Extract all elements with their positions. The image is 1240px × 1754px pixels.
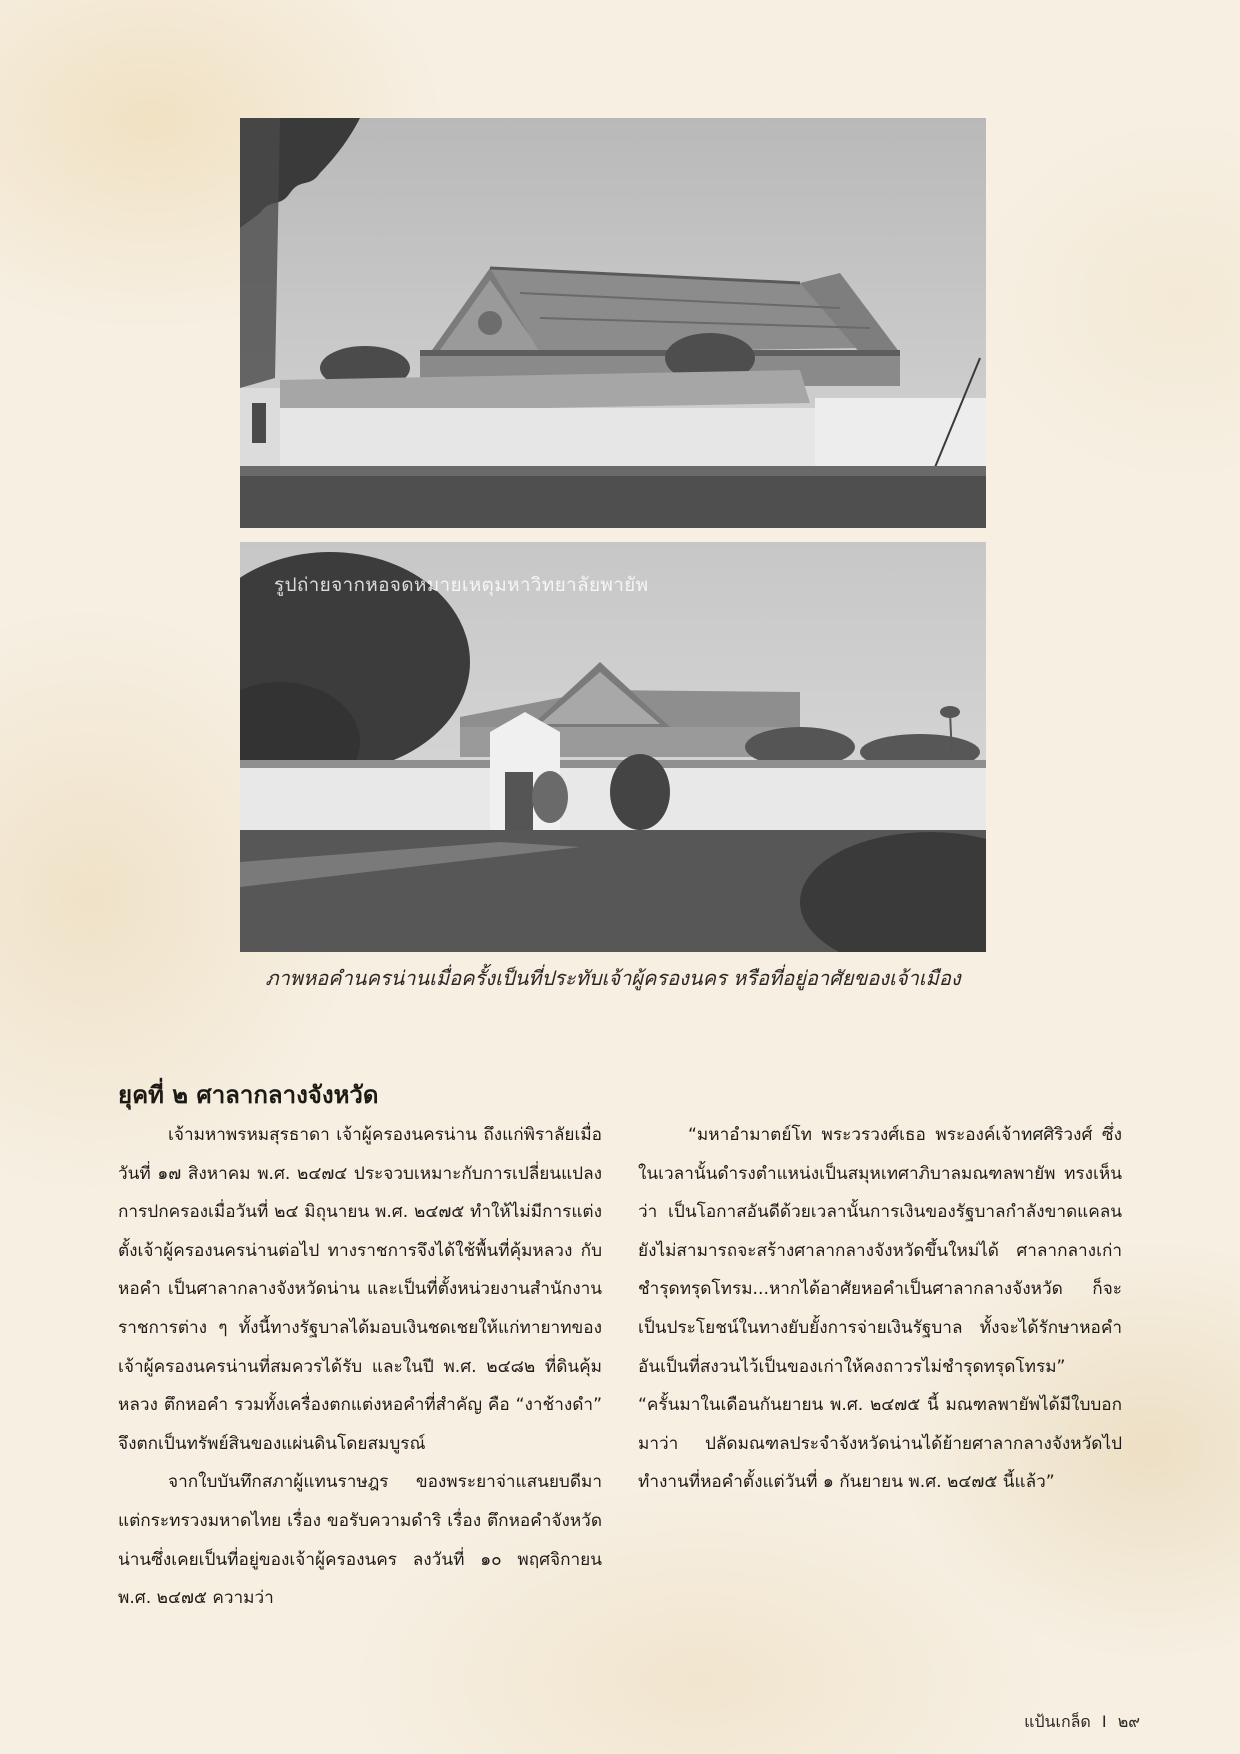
page-number: ๒๙ [1117,1712,1140,1731]
photo-bottom-drawing [240,542,986,952]
footer-separator: I [1101,1712,1107,1731]
photo-top-drawing [240,118,986,528]
section-heading: ยุคที่ ๒ ศาลากลางจังหวัด [118,1081,379,1109]
body-paragraph-1: เจ้ามหาพรหมสุรธาดา เจ้าผู้ครองนครน่าน ถึงแก่พิราลัยเมื่อวันที่ ๑๗ สิงหาคม พ.ศ. ๒๔๗๔ ประจวบเหมาะกับการเปลี่ยนแปลงการปกครองเมื่อวันที่ ๒๔ มิถุนายน พ.ศ. ๒๔๗๕ ทำให้ไม่มีการแต่งตั้งเจ้าผู้ครองนครน่านต่อไป ทางราชการจึงได้ใช้พื้นที่คุ้มหลวง กับหอคำ เป็นศาลากลางจังหวัดน่าน และเป็นที่ตั้งหน่วยงานสำนักงานราชการต่าง ๆ ทั้งนี้ทางรัฐบาลได้มอบเงินชดเชยให้แก่ทายาทของเจ้าผู้ครองนครน่านที่สมควรได้รับ และในปี พ.ศ. ๒๔๘๒ ที่ดินคุ้มหลวง ตึกหอคำ รวมทั้งเครื่องตกแต่งหอคำที่สำคัญ คือ “งาช้างดำ” จึงตกเป็นทรัพย์สินของแผ่นดินโดยสมบูรณ์ [118,1125,602,1454]
body-paragraph-2: จากใบบันทึกสภาผู้แทนราษฎร ของพระยาจ่าแสนยบดีมาแต่กระทรวงมหาดไทย เรื่อง ขอรับความดำริ เรื่อง ตึกหอคำจังหวัดน่านซึ่งเคยเป็นที่อยู่ของเจ้าผู้ครองนคร ลงวันที่ ๑๐ พฤศจิกายน พ.ศ. ๒๔๗๕ ความว่า [118,1472,602,1609]
historic-photo-bottom [240,542,986,952]
page-footer [1024,1710,1140,1735]
right-text-column [638,1116,1122,1502]
left-text-column [118,1116,602,1618]
historic-photo-top [240,118,986,528]
photo-caption: ภาพหอคำนครน่านเมื่อครั้งเป็นที่ประทับเจ้าผู้ครองนคร หรือที่อยู่อาศัยของเจ้าเมือง [265,966,961,990]
quote-paragraph-2: “ครั้นมาในเดือนกันยายน พ.ศ. ๒๔๗๕ นี้ มณฑลพายัพได้มีใบบอกมาว่า ปลัดมณฑลประจำจังหวัดน่านได้ย้ายศาลากลางจังหวัดไปทำงานที่หอคำตั้งแต่วันที่ ๑ กันยายน พ.ศ. ๒๔๗๕ นี้แล้ว” [638,1395,1122,1493]
publication-name: แป้นเกล็ด [1024,1712,1091,1731]
quote-paragraph-1: “มหาอำมาตย์โท พระวรวงศ์เธอ พระองค์เจ้าทศศิริวงศ์ ซึ่งในเวลานั้นดำรงตำแหน่งเป็นสมุหเทศาภิบาลมณฑลพายัพ ทรงเห็นว่า เป็นโอกาสอันดีด้วยเวลานั้นการเงินของรัฐบาลกำลังขาดแคลน ยังไม่สามารถจะสร้างศาลากลางจังหวัดขึ้นใหม่ได้ ศาลากลางเก่าชำรุดทรุดโทรม...หากได้อาศัยหอคำเป็นศาลากลางจังหวัด ก็จะเป็นประโยชน์ในทางยับยั้งการจ่ายเงินรัฐบาล ทั้งจะได้รักษาหอคำอันเป็นที่สงวนไว้เป็นของเก่าให้คงถาวรไม่ชำรุดทรุดโทรม” [638,1125,1122,1377]
photo-watermark: รูปถ่ายจากหอจดหมายเหตุมหาวิทยาลัยพายัพ [274,574,649,596]
